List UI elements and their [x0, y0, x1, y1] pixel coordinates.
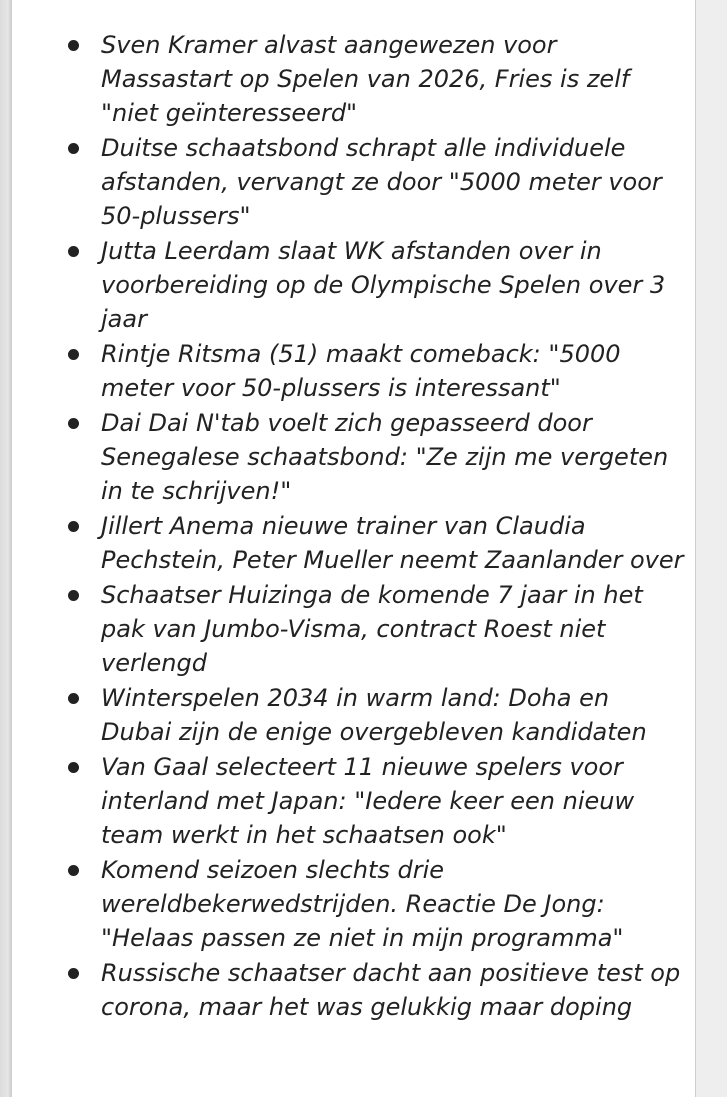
bullet-icon	[68, 762, 79, 773]
headline-text: Russische schaatser dacht aan positieve test op corona, maar het was gelukkig maar doping	[101, 959, 681, 1021]
bullet-icon	[68, 521, 79, 532]
list-item	[12, 578, 694, 680]
bullet-icon	[68, 968, 79, 979]
headline-content	[12, 28, 694, 1025]
list-item	[12, 750, 694, 852]
headline-text: Van Gaal selecteert 11 nieuwe spelers voor interland met Japan: "Iedere keer een nieuw team werkt in het schaatsen ook"	[101, 753, 635, 849]
right-frame-edge	[695, 0, 727, 1097]
headline-text: Schaatser Huizinga de komende 7 jaar in het pak van Jumbo-Visma, contract Roest niet verlengd	[101, 581, 643, 677]
left-frame-edge	[0, 0, 12, 1097]
bullet-icon	[68, 590, 79, 601]
bullet-icon	[68, 693, 79, 704]
list-item	[12, 509, 694, 577]
bullet-icon	[68, 418, 79, 429]
bullet-icon	[68, 143, 79, 154]
bullet-icon	[68, 865, 79, 876]
bullet-icon	[68, 40, 79, 51]
list-item	[12, 131, 694, 233]
headline-text: Jillert Anema nieuwe trainer van Claudia Pechstein, Peter Mueller neemt Zaanlander over	[101, 512, 684, 574]
bullet-icon	[68, 246, 79, 257]
list-item	[12, 956, 694, 1024]
headline-text: Sven Kramer alvast aangewezen voor Massastart op Spelen van 2026, Fries is zelf "niet geïnteresseerd"	[101, 31, 630, 127]
list-item	[12, 28, 694, 130]
headline-list	[12, 28, 694, 1024]
list-item	[12, 853, 694, 955]
list-item	[12, 337, 694, 405]
bullet-icon	[68, 349, 79, 360]
headline-text: Dai Dai N'tab voelt zich gepasseerd door Senegalese schaatsbond: "Ze zijn me vergeten in te schrijven!"	[101, 409, 669, 505]
list-item	[12, 406, 694, 508]
list-item	[12, 234, 694, 336]
list-item	[12, 681, 694, 749]
headline-text: Jutta Leerdam slaat WK afstanden over in voorbereiding op de Olympische Spelen over 3 jaar	[101, 237, 666, 333]
headline-text: Winterspelen 2034 in warm land: Doha en Dubai zijn de enige overgebleven kandidaten	[101, 684, 647, 746]
headline-text: Duitse schaatsbond schrapt alle individuele afstanden, vervangt ze door "5000 meter voor 50-plussers"	[101, 134, 662, 230]
headline-text: Komend seizoen slechts drie wereldbekerwedstrijden. Reactie De Jong: "Helaas passen ze niet in mijn programma"	[101, 856, 624, 952]
headline-text: Rintje Ritsma (51) maakt comeback: "5000 meter voor 50-plussers is interessant"	[101, 340, 621, 402]
